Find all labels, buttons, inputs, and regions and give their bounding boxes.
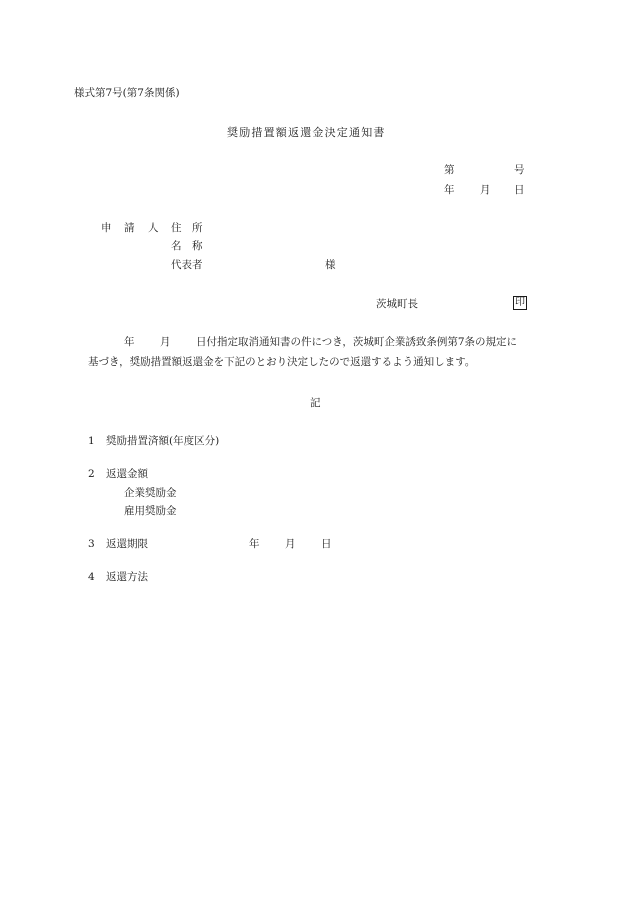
item-4-label: 返還方法 [106, 571, 148, 583]
form-label: 様式第7号(第7条関係) [74, 87, 180, 99]
body-month: 月 [160, 336, 171, 348]
doc-date-month: 月 [480, 184, 491, 196]
body-year: 年 [124, 336, 135, 348]
item-1-number: 1 [88, 435, 95, 447]
item-2-sub-2: 雇用奨励金 [124, 505, 177, 517]
applicant-label-3: 人 [148, 222, 159, 234]
address-label: 住 所 [171, 222, 203, 234]
body-line-1: 日付指定取消通知書の件につき，茨城町企業誘致条例第7条の規定に [196, 336, 518, 348]
item-3-month: 月 [285, 538, 296, 550]
item-3-label: 返還期限 [106, 538, 148, 550]
doc-number-prefix: 第 [444, 164, 455, 176]
seal-label: 印 [515, 297, 525, 308]
item-3-year: 年 [249, 538, 260, 550]
doc-number-suffix: 号 [514, 164, 525, 176]
item-4-number: 4 [88, 571, 95, 583]
item-2-sub-1: 企業奨励金 [124, 487, 177, 499]
applicant-label-2: 請 [124, 222, 135, 234]
name-label: 名 称 [171, 240, 203, 252]
item-2-label: 返還金額 [106, 468, 148, 480]
representative-label: 代表者 [171, 259, 203, 271]
body-line-2: 基づき，奨励措置額返還金を下記のとおり決定したので返還するよう通知します。 [88, 356, 476, 368]
honorific: 様 [325, 259, 336, 271]
item-3-number: 3 [88, 538, 95, 550]
doc-date-day: 日 [514, 184, 525, 196]
applicant-label-1: 申 [101, 222, 112, 234]
issuer-name: 茨城町長 [376, 298, 418, 310]
doc-date-year: 年 [444, 184, 455, 196]
item-2-number: 2 [88, 468, 95, 480]
seal-mark [513, 296, 527, 310]
item-1-label: 奨励措置済額(年度区分) [106, 435, 220, 447]
item-3-day: 日 [321, 538, 332, 550]
ki-heading: 記 [310, 397, 321, 409]
document-title: 奨励措置額返還金決定通知書 [227, 126, 386, 139]
